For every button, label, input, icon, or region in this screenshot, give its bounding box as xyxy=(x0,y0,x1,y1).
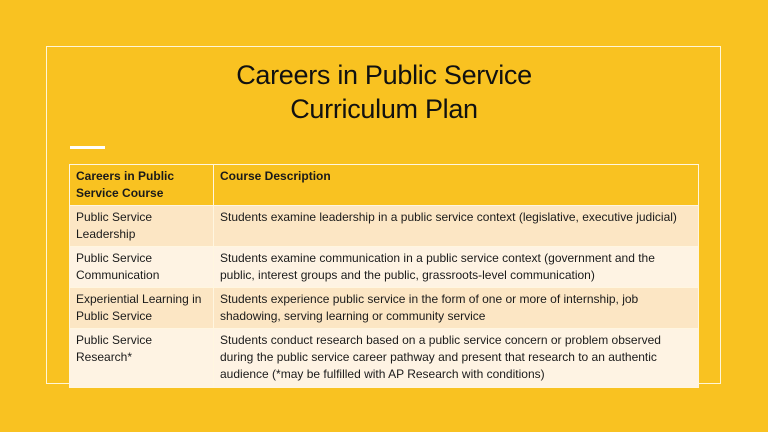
header-description: Course Description xyxy=(214,165,699,206)
slide-title-line-2: Curriculum Plan xyxy=(290,94,478,124)
table-row xyxy=(70,288,699,329)
course-name: Public Service Research* xyxy=(70,329,214,388)
course-description: Students conduct research based on a public service concern or problem observed during the public service career pathway and present that research to an authentic audience (*may be fulfilled with AP Research with conditions) xyxy=(214,329,699,388)
table-row xyxy=(70,247,699,288)
course-description: Students examine leadership in a public service context (legislative, executive judicial) xyxy=(214,206,699,247)
slide-title xyxy=(46,58,722,126)
table-row xyxy=(70,206,699,247)
course-name: Experiential Learning in Public Service xyxy=(70,288,214,329)
table-row xyxy=(70,329,699,388)
course-name: Public Service Communication xyxy=(70,247,214,288)
table-header-row xyxy=(70,165,699,206)
header-course: Careers in Public Service Course xyxy=(70,165,214,206)
course-description: Students experience public service in the form of one or more of internship, job shadowing, serving learning or community service xyxy=(214,288,699,329)
slide-title-line-1: Careers in Public Service xyxy=(236,60,532,90)
accent-dash xyxy=(70,146,105,149)
course-description: Students examine communication in a public service context (government and the public, interest groups and the public, grassroots-level communication) xyxy=(214,247,699,288)
curriculum-table xyxy=(69,164,699,388)
course-name: Public Service Leadership xyxy=(70,206,214,247)
